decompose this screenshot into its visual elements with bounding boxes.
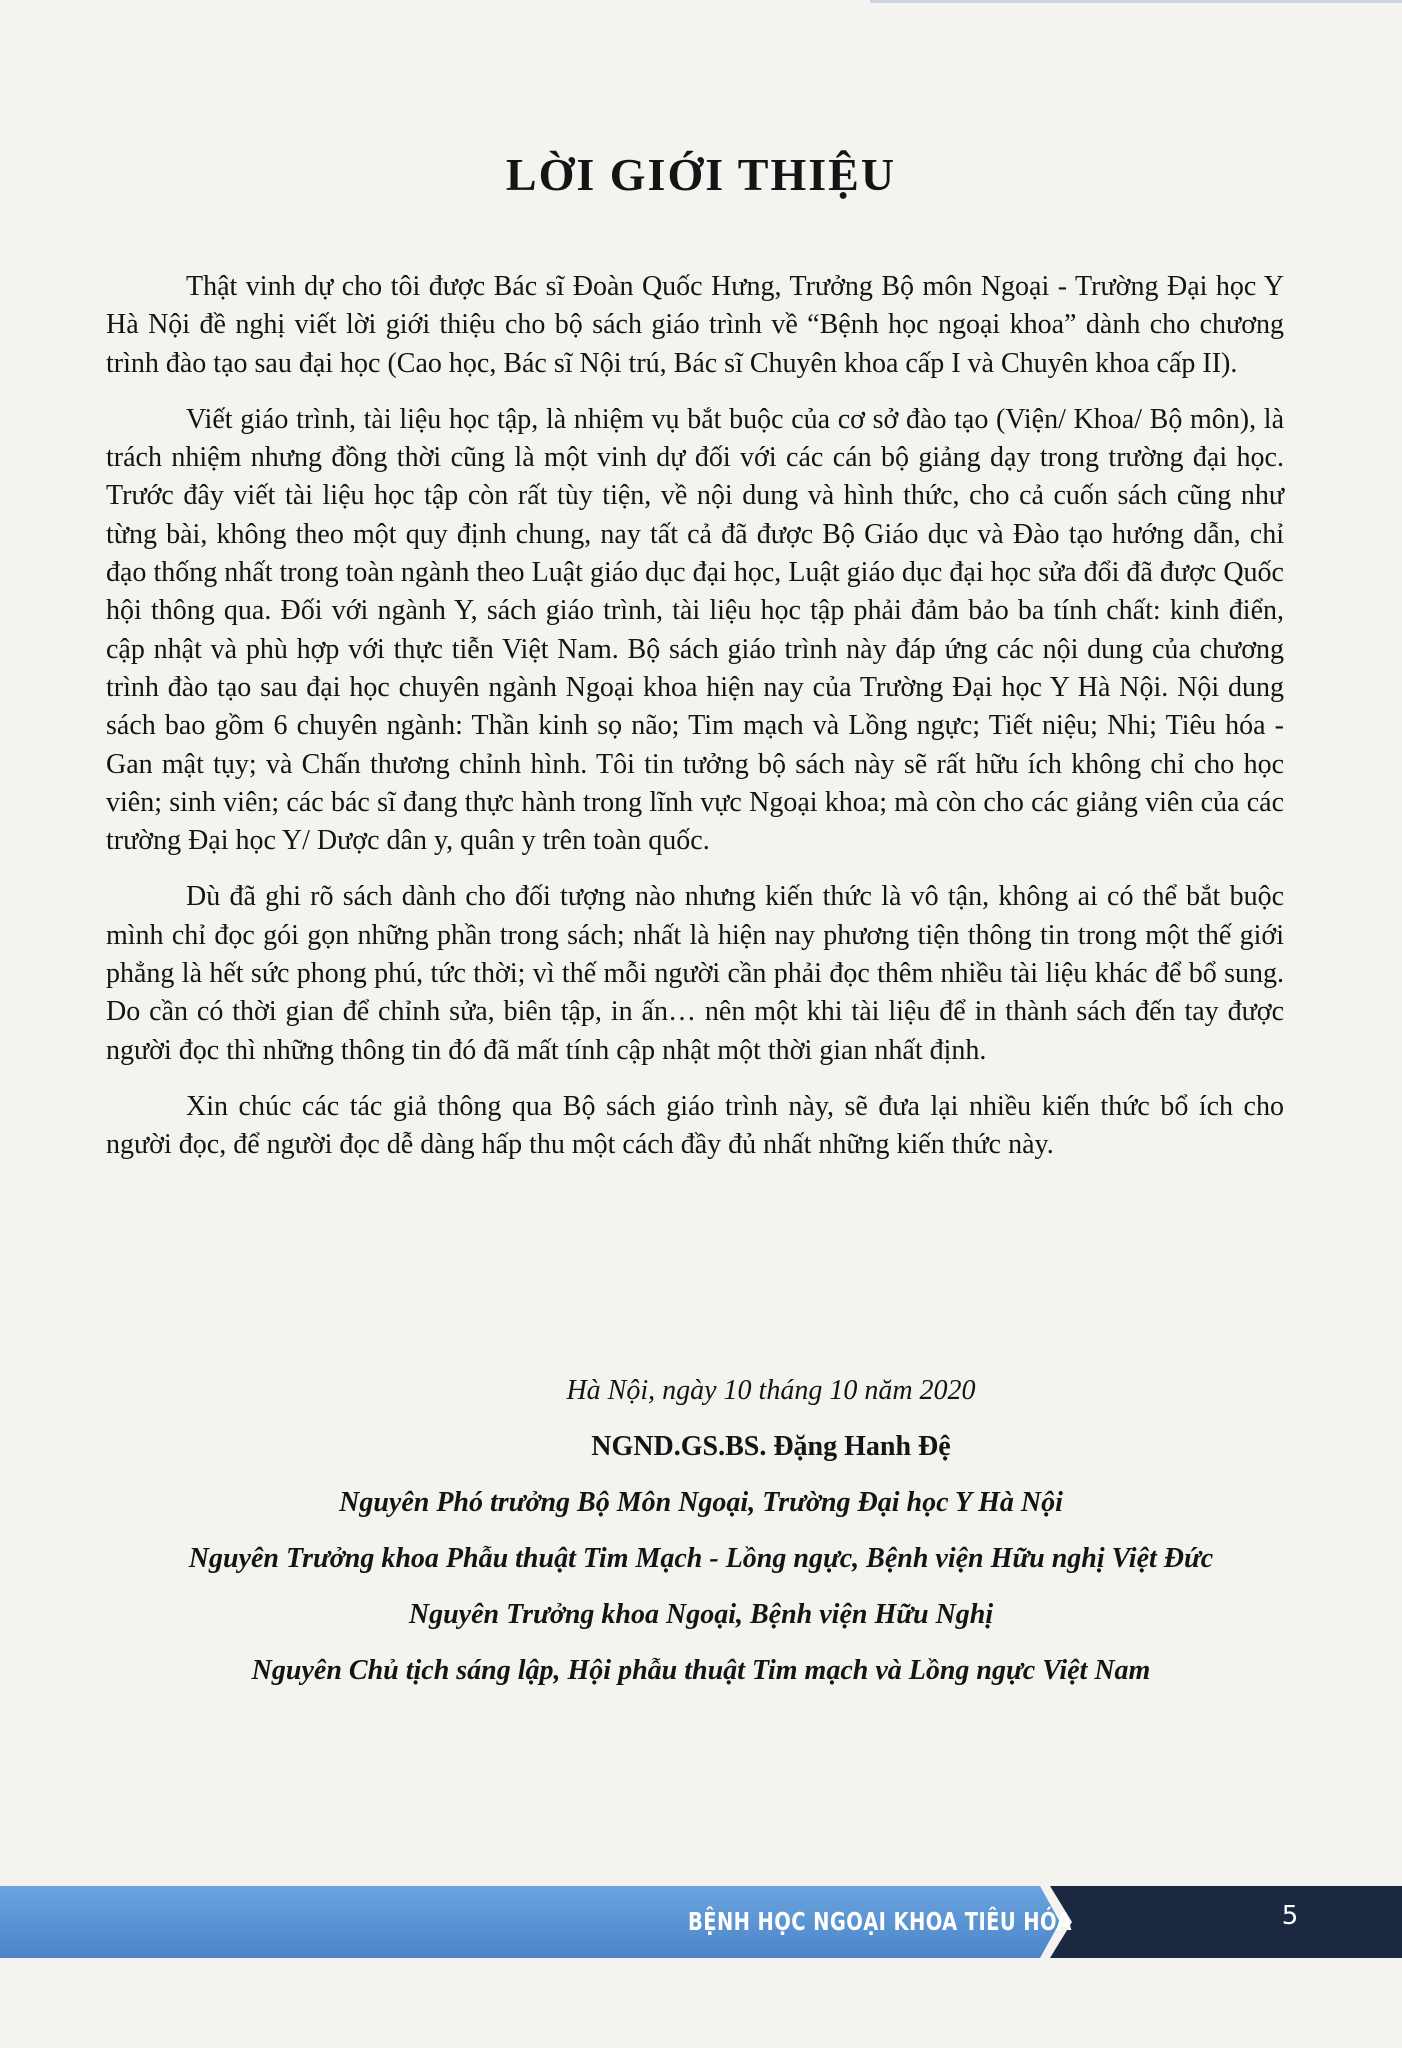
body-text bbox=[106, 268, 1284, 1183]
footer-dark-band bbox=[1050, 1886, 1402, 1958]
signature-block bbox=[0, 1372, 1402, 1690]
signature-title-2: Nguyên Trưởng khoa Phẫu thuật Tim Mạch - Lồng ngực, Bệnh viện Hữu nghị Việt Đức bbox=[188, 1543, 1214, 1574]
page-footer bbox=[0, 1886, 1402, 1958]
signature-title-1: Nguyên Phó trưởng Bộ Môn Ngoại, Trường Đại học Y Hà Nội bbox=[339, 1487, 1063, 1518]
paragraph-2: Viết giáo trình, tài liệu học tập, là nhiệm vụ bắt buộc của cơ sở đào tạo (Viện/ Khoa/ Bộ môn), là trách nhiệm nhưng đồng thời cũng là một vinh dự đối với các cán bộ giảng dạy trong trường đại học. Trước đây viết tài liệu học tập còn rất tùy tiện, về nội dung và hình thức, cho cả cuốn sách cũng như từng bài, không theo một quy định chung, nay tất cả đã được Bộ Giáo dục và Đào tạo hướng dẫn, chỉ đạo thống nhất trong toàn ngành theo Luật giáo dục đại học, Luật giáo dục đại học sửa đổi đã được Quốc hội thông qua. Đối với ngành Y, sách giáo trình, tài liệu học tập phải đảm bảo ba tính chất: kinh điển, cập nhật và phù hợp với thực tiễn Việt Nam. Bộ sách giáo trình này đáp ứng các nội dung của chương trình đào tạo sau đại học chuyên ngành Ngoại khoa hiện nay của Trường Đại học Y Hà Nội. Nội dung sách bao gồm 6 chuyên ngành: Thần kinh sọ não; Tim mạch và Lồng ngực; Tiết niệu; Nhi; Tiêu hóa - Gan mật tụy; và Chấn thương chỉnh hình. Tôi tin tưởng bộ sách này sẽ rất hữu ích không chỉ cho học viên; sinh viên; các bác sĩ đang thực hành trong lĩnh vực Ngoại khoa; mà còn cho các giảng viên của các trường Đại học Y/ Dược dân y, quân y trên toàn quốc. bbox=[106, 403, 1284, 857]
page-title: LỜI GIỚI THIỆU bbox=[505, 149, 897, 200]
top-edge-line bbox=[870, 0, 1402, 3]
paragraph-3: Dù đã ghi rõ sách dành cho đối tượng nào nhưng kiến thức là vô tận, không ai có thể bắt buộc mình chỉ đọc gói gọn những phần trong sách; nhất là hiện nay phương tiện thông tin trong một thế giới phẳng là hết sức phong phú, tức thời; vì thế mỗi người cần phải đọc thêm nhiều tài liệu khác để bổ sung. Do cần có thời gian để chỉnh sửa, biên tập, in ấn… nên một khi tài liệu để in thành sách đến tay được người đọc thì những thông tin đó đã mất tính cập nhật một thời gian nhất định. bbox=[106, 881, 1284, 1066]
paragraph-4: Xin chúc các tác giả thông qua Bộ sách giáo trình này, sẽ đưa lại nhiều kiến thức bổ ích cho người đọc, để người đọc dễ dàng hấp thu một cách đầy đủ nhất những kiến thức này. bbox=[106, 1090, 1284, 1161]
signature-date: Hà Nội, ngày 10 tháng 10 năm 2020 bbox=[566, 1375, 976, 1406]
footer-book-title: BỆNH HỌC NGOẠI KHOA TIÊU HÓA bbox=[688, 1907, 1072, 1936]
paragraph-1: Thật vinh dự cho tôi được Bác sĩ Đoàn Quốc Hưng, Trưởng Bộ môn Ngoại - Trường Đại học Y Hà Nội đề nghị viết lời giới thiệu cho bộ sách giáo trình về “Bệnh học ngoại khoa” dành cho chương trình đào tạo sau đại học (Cao học, Bác sĩ Nội trú, Bác sĩ Chuyên khoa cấp I và Chuyên khoa cấp II). bbox=[106, 271, 1284, 379]
page-number: 5 bbox=[1281, 1901, 1299, 1931]
signature-title-3: Nguyên Trưởng khoa Ngoại, Bệnh viện Hữu Nghị bbox=[408, 1599, 994, 1630]
signature-name: NGND.GS.BS. Đặng Hanh Đệ bbox=[591, 1431, 951, 1462]
signature-title-4: Nguyên Chủ tịch sáng lập, Hội phẫu thuật Tim mạch và Lồng ngực Việt Nam bbox=[251, 1655, 1151, 1686]
